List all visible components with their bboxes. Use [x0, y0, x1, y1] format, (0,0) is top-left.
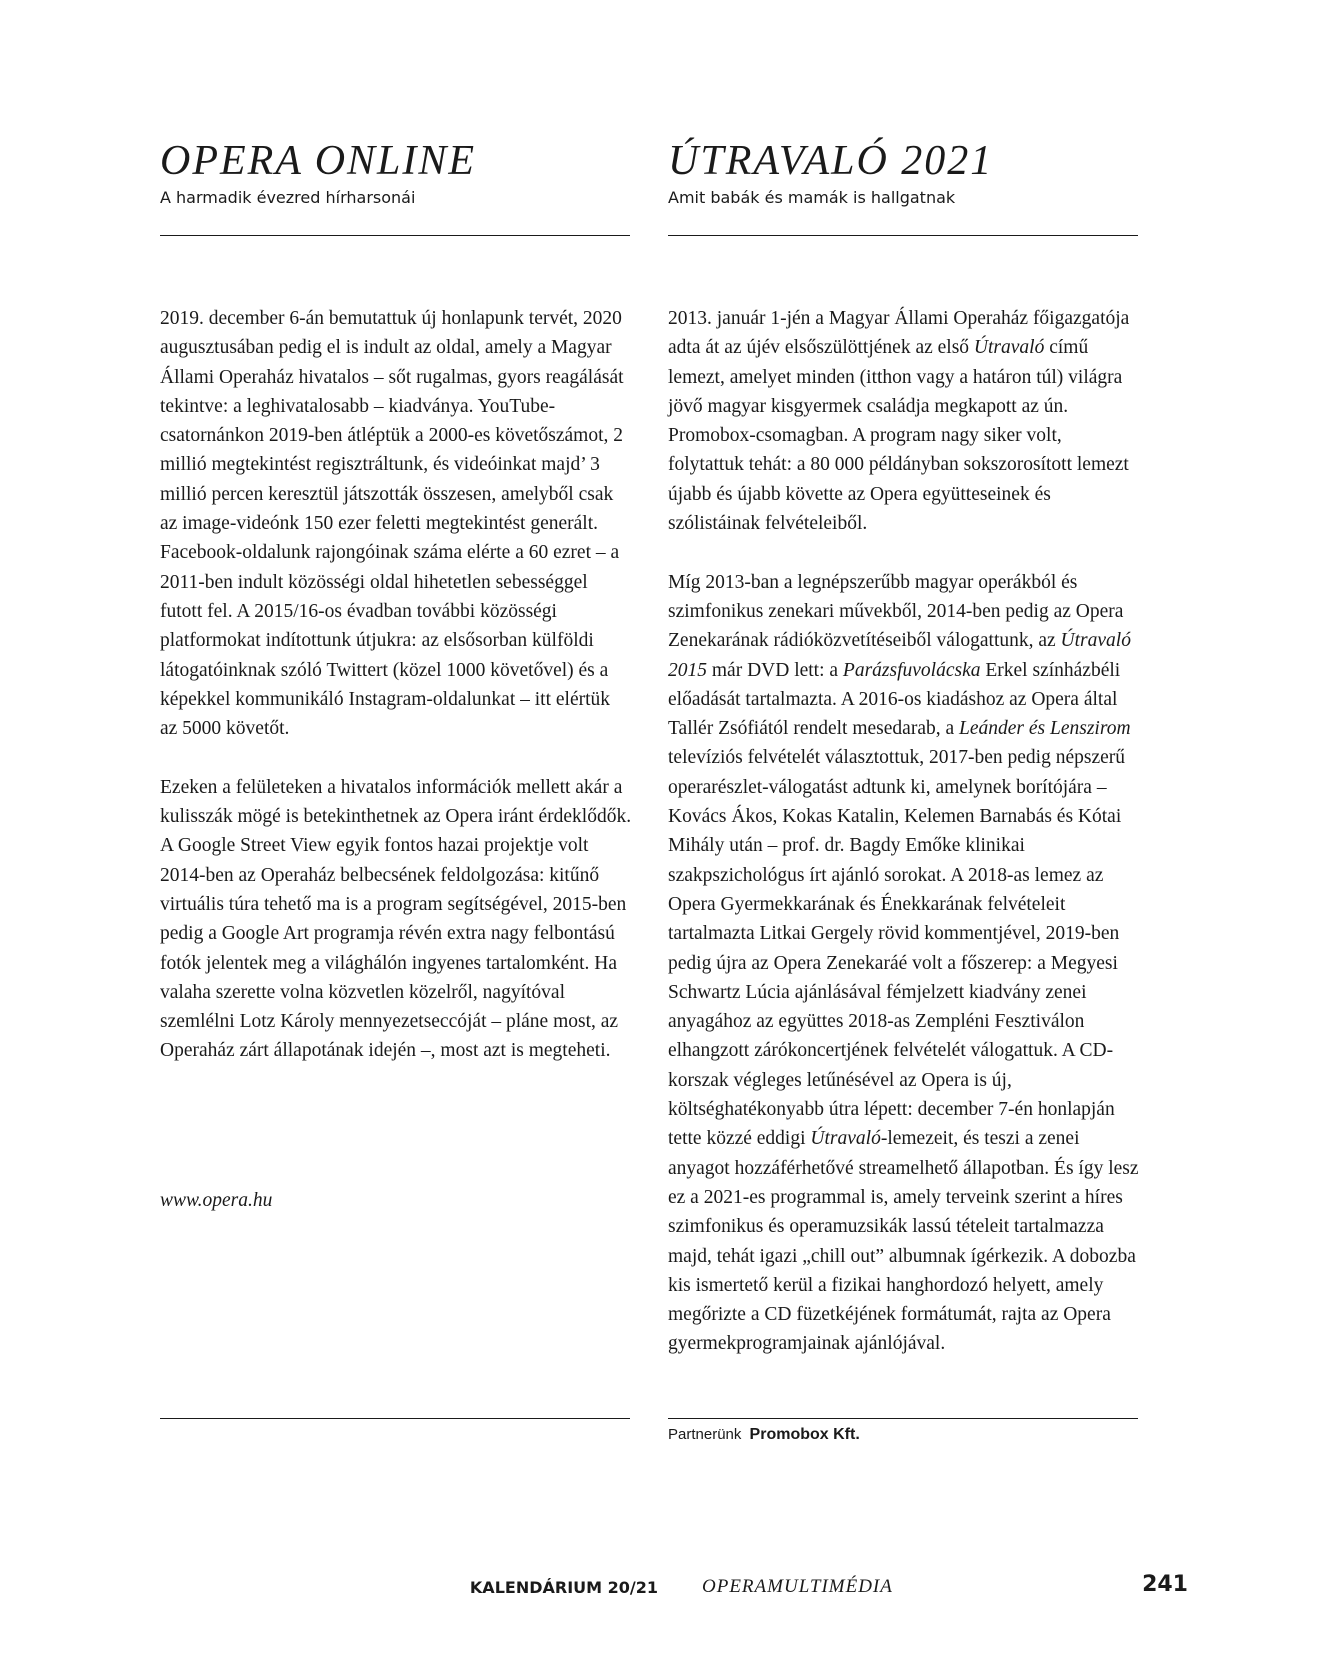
- publication-name: KALENDÁRIUM 20/21: [469, 1578, 658, 1597]
- page-number: 241: [1142, 1572, 1188, 1597]
- partner-credit: [668, 1426, 860, 1444]
- section-name: OPERAMULTIMÉDIA: [702, 1576, 893, 1597]
- left-top-rule: [160, 235, 630, 236]
- opera-online-paragraph-2: Ezeken a felületeken a hivatalos információk mellett akár a kulisszák mögé is betekinthetnek az Opera iránt érdeklődők. A Google Street View egyik fontos hazai projektje volt 2014-ben az Operaház belbecsének feldolgozása: kitűnő virtuális túra tehető ma is a program segítségével, 2015-ben pedig a Google Art programja révén extra nagy felbontású fotók jelentek meg a világhálón ingyenes tartalomként. Ha valaha szerette volna közvetlen közelről, nagyítóval szemlélni Lotz Károly mennyezetseccóját – pláne most, az Operaház zárt állapotának idején –, most azt is megteheti.: [160, 776, 632, 1062]
- opera-online-title: OPERA ONLINE: [160, 138, 477, 184]
- partner-label: Partnerünk: [668, 1426, 742, 1443]
- right-bottom-rule: [668, 1418, 1138, 1419]
- utravalo-subtitle: Amit babák és mamák is hallgatnak: [668, 188, 956, 207]
- utravalo-body: [668, 304, 1140, 1359]
- left-bottom-rule: [160, 1418, 630, 1419]
- partner-name: Promobox Kft.: [749, 1426, 860, 1443]
- opera-website-link[interactable]: www.opera.hu: [160, 1190, 273, 1211]
- utravalo-paragraph-1: 2013. január 1-jén a Magyar Állami Operaház főigazgatója adta át az újév elsőszülöttjének az első Útravaló című lemezt, amelyet minden (itthon vagy a határon túl) világra jövő magyar kisgyermek családja megkapott az ún. Promobox-csomagban. A program nagy siker volt, folytattuk tehát: a 80 000 példányban sokszorosított lemezt újabb és újabb követte az Opera együtteseinek és szólistáinak felvételeiből.: [668, 308, 1130, 535]
- opera-online-subtitle: A harmadik évezred hírharsonái: [160, 188, 416, 207]
- opera-online-body: [160, 304, 632, 1066]
- utravalo-paragraph-2: Míg 2013-ban a legnépszerűbb magyar operákból és szimfonikus zenekari művekből, 2014-ben pedig az Opera Zenekarának rádióközvetítéseiből válogattunk, az Útravaló 2015 már DVD lett: a Parázsfuvolácska Erkel színházbéli előadását tartalmazta. A 2016-os kiadáshoz az Opera által Tallér Zsófiától rendelt mesedarab, a Leánder és Lenszirom televíziós felvételét választottuk, 2017-ben pedig népszerű operarészlet-válogatást adtunk ki, amelynek borítójára – Kovács Ákos, Kokas Katalin, Kelemen Barnabás és Kótai Mihály után – prof. dr. Bagdy Emőke klinikai szakpszichológus írt ajánló sorokat. A 2018-as lemez az Opera Gyermekkarának és Énekkarának felvételeit tartalmazta Litkai Gergely rövid kommentjével, 2019-ben pedig újra az Opera Zenekaráé volt a főszerep: a Megyesi Schwartz Lúcia ajánlásával fémjelzett kiadvány zenei anyagához az együttes 2018-as Zempléni Fesztiválon elhangzott zárókoncertjének felvételét válogattuk. A CD-korszak végleges letűnésével az Opera is új, költséghatékonyabb útra lépett: december 7-én honlapján tette közzé eddigi Útravaló-lemezeit, és teszi a zenei anyagot hozzáférhetővé streamelhető állapotban. És így lesz ez a 2021-es programmal is, amely terveink szerint a híres szimfonikus és operamuzsikák lassú tételeit tartalmazza majd, tehát igazi „chill out” albumnak ígérkezik. A dobozba kis ismertető kerül a fizikai hanghordozó helyett, amely megőrizte a CD füzetkéjének formátumát, rajta az Opera gyermekprogramjainak ajánlójával.: [668, 571, 1139, 1355]
- opera-online-paragraph-1: 2019. december 6-án bemutattuk új honlapunk tervét, 2020 augusztusában pedig el is indult az oldal, amely a Magyar Állami Operaház hivatalos – sőt rugalmas, gyors reagálását tekintve: a leghivatalosabb – kiadványa. YouTube-csatornánkon 2019-ben átléptük a 2000-es követőszámot, 2 millió megtekintést regisztráltunk, és videóinkat majd’ 3 millió percen keresztül játszották összesen, amelyből csak az image-videónk 150 ezer feletti megtekintést generált. Facebook-oldalunk rajongóinak száma elérte a 60 ezret – a 2011-ben indult közösségi oldal hihetetlen sebességgel futott fel. A 2015/16-os évadban további közösségi platformokat indítottunk útjukra: az elsősorban külföldi látogatóinknak szóló Twittert (közel 1000 követővel) és a képekkel kommunikáló Instagram-oldalunkat – itt elértük az 5000 követőt.: [160, 308, 624, 740]
- utravalo-title: ÚTRAVALÓ 2021: [668, 138, 994, 184]
- right-top-rule: [668, 235, 1138, 236]
